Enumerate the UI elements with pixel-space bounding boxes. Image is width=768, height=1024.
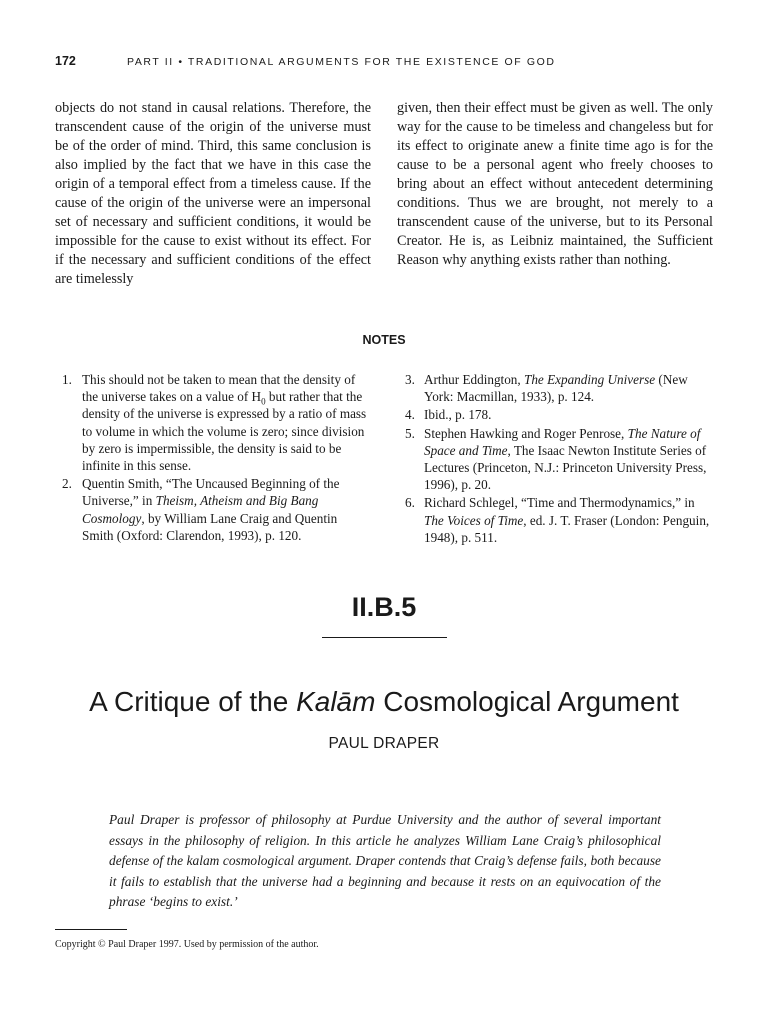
page-number: 172 bbox=[55, 54, 76, 68]
copyright-note: Copyright © Paul Draper 1997. Used by permission of the author. bbox=[55, 939, 319, 950]
body-text-right-column: given, then their effect must be given as well. The only way for the cause to be timeless and changeless but for its effect to originate anew a finite time ago is for the cause to be a personal agent who freely chooses to bring about an effect without antecedent determining conditions. Thus we are brought, not merely to a transcendent cause of the universe, but to its Personal Creator. He is, as Leibniz maintained, the Sufficient Reason why anything exists rather than nothing. bbox=[397, 100, 713, 268]
article-abstract: Paul Draper is professor of philosophy at Purdue University and the author of several important essays in the philosophy of religion. In this article he analyzes William Lane Craig’s philosophical defense of the kalam cosmological argument. Draper contends that Craig’s defense fails, both because it fails to establish that the universe had a beginning and because it rests on an equivocation of the phrase ‘begins to exist.’ bbox=[109, 812, 661, 909]
note-item bbox=[55, 475, 372, 544]
note-number: 5. bbox=[405, 425, 415, 441]
note-text: Stephen Hawking and Roger Penrose, bbox=[424, 425, 628, 441]
note-text: but rather that the density of the universe is expressed by a ratio of mass to volume in which the volume is zero; since division by zero is impermissible, the density is said to be infinite in this sense. bbox=[82, 389, 367, 474]
note-text: , by William Lane Craig and Quentin Smith (Oxford: Clarendon, 1993), p. 120. bbox=[82, 510, 338, 543]
subscript: 0 bbox=[261, 396, 266, 407]
note-text: Quentin Smith, “The Uncaused Beginning of the Universe,” in bbox=[82, 476, 340, 509]
title-part: A Critique of the bbox=[89, 686, 297, 717]
section-number: II.B.5 bbox=[351, 592, 417, 622]
note-text: , ed. J. T. Fraser (London: Penguin, 1948), p. 511. bbox=[424, 512, 710, 545]
note-title-italic: The Voices of Time bbox=[424, 512, 524, 528]
note-item bbox=[397, 406, 715, 423]
note-title-italic: The Expanding Universe bbox=[524, 372, 656, 387]
title-part: Cosmological Argument bbox=[375, 686, 679, 717]
note-text: Ibid., p. 178. bbox=[424, 407, 492, 423]
note-number: 1. bbox=[62, 372, 72, 387]
article-author: PAUL DRAPER bbox=[328, 735, 440, 752]
note-text: (New York: Macmillan, 1933), p. 124. bbox=[424, 372, 688, 405]
note-text: Arthur Eddington, bbox=[424, 372, 524, 387]
running-head: PART II • TRADITIONAL ARGUMENTS FOR THE EXISTENCE OF GOD bbox=[127, 56, 556, 68]
notes-list-right bbox=[397, 371, 715, 547]
title-italic: Kalām bbox=[296, 686, 376, 717]
article-title bbox=[0, 686, 768, 718]
note-title-italic: Theism, Atheism and Big Bang Cosmology bbox=[82, 493, 319, 526]
note-text: , The Isaac Newton Institute Series of Lectures (Princeton, N.J.: Princeton University Press, 1996), p. 20. bbox=[424, 442, 707, 493]
note-text: This should not be taken to mean that the density of the universe takes on a value of H bbox=[82, 372, 356, 405]
notes-heading: NOTES bbox=[362, 333, 406, 347]
note-item bbox=[397, 494, 715, 546]
note-item bbox=[397, 371, 715, 405]
body-text-left-column: objects do not stand in causal relations. Therefore, the transcendent cause of the origin of the universe must be of the order of mind. Third, this same conclusion is also implied by the fact that we have in this case the origin of a temporal effect from a timeless cause. If the cause of the origin of the universe were an impersonal set of necessary and sufficient conditions, it would be impossible for the cause to exist without its effect. For if the necessary and sufficient conditions of the effect are timelessly bbox=[55, 100, 371, 287]
note-title-italic: The Nature of Space and Time bbox=[424, 425, 701, 458]
note-number: 4. bbox=[405, 407, 415, 423]
section-divider bbox=[322, 637, 447, 638]
footnote-rule bbox=[55, 929, 127, 930]
notes-list-left bbox=[55, 371, 372, 545]
note-number: 2. bbox=[62, 476, 72, 492]
note-number: 3. bbox=[405, 372, 415, 387]
note-item bbox=[55, 371, 372, 474]
note-item bbox=[397, 425, 715, 494]
note-text: Richard Schlegel, “Time and Thermodynamics,” in bbox=[424, 495, 695, 511]
note-number: 6. bbox=[405, 495, 415, 511]
